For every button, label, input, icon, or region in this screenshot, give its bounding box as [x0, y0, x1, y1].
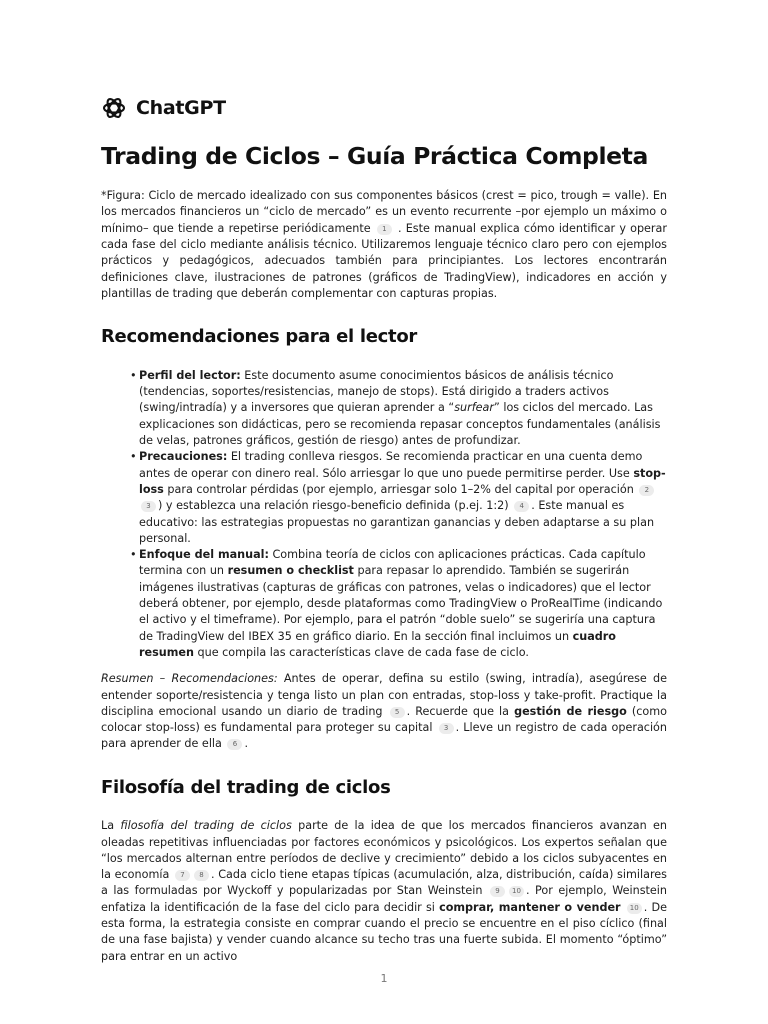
summary-text: . Recuerde que la	[406, 704, 515, 718]
bold-label: Perfil del lector:	[139, 368, 241, 382]
page-number: 1	[380, 972, 388, 985]
item-text: para controlar pérdidas (por ejemplo, arriesgar solo 1–2% del capital por operación	[163, 482, 634, 496]
citation-badge[interactable]: 9	[490, 886, 505, 897]
citation-badge[interactable]: 1	[377, 224, 392, 235]
item-text: ) y establezca una relación riesgo-beneficio definida (p.ej. 1:2)	[158, 499, 509, 513]
citation-badge[interactable]: 8	[194, 870, 209, 881]
summary-text: . Lleve un registro de cada operación para aprender de ella	[101, 721, 667, 751]
italic-text: surfear	[454, 401, 494, 415]
para-text: . De esta forma, la estrategia consiste en comprar cuando el precio se encuentre en el piso cíclico (final de una fase bajista) y vender cuando alcance su techo tras una fuerte subida. El momento “óptimo” para entrar en un activo	[101, 900, 667, 963]
summary-text: Antes de operar, defina su estilo (swing, intradía), asegúrese de entender soporte/resistencia y tenga listo un plan con entradas, stop-loss y take-profit. Practique la disciplina emocional usando un diario de trading	[101, 672, 667, 718]
intro-paragraph	[101, 188, 667, 302]
item-text: para repasar lo aprendido. También se sugerirán imágenes ilustrativas (capturas de gráficas con patrones, velas o indicadores) que el lector deberá obtener, por ejemplo, desde plataformas como TradingView o ProRealTime (indicando el activo y el timeframe). Por ejemplo, para el patrón “doble suelo” se sugeriría una captura de TradingView del IBEX 35 en gráfico diario. En la sección final incluimos un	[139, 564, 663, 643]
summary-text: .	[244, 737, 249, 751]
bold-label: Enfoque del manual:	[139, 548, 269, 562]
item-text: . Este manual es educativo: las estrategias propuestas no garantizan ganancias y deben adaptarse a su plan personal.	[139, 499, 655, 545]
summary-paragraph	[101, 671, 667, 752]
bold-text: cuadro resumen	[139, 629, 616, 659]
brand-header	[101, 94, 667, 122]
bold-text: resumen o checklist	[227, 564, 354, 578]
section-heading-recomendaciones: Recomendaciones para el lector	[101, 326, 417, 348]
bold-text: comprar, mantener o vender	[439, 900, 621, 914]
citation-badge[interactable]: 6	[227, 739, 242, 750]
list-item-perfil	[139, 368, 667, 449]
document-title: Trading de Ciclos – Guía Práctica Completa	[101, 142, 648, 170]
citation-badge[interactable]: 3	[439, 723, 454, 734]
para-text: parte de la idea de que los mercados financieros avanzan en oleadas repetitivas influenciadas por factores económicos y psicológicos. Los expertos señalan que “los mercados alternan entre períodos de declive y crecimiento” debido a los ciclos subyacentes en la economía	[101, 819, 667, 882]
citation-badge[interactable]: 2	[639, 485, 654, 496]
para-text: . Por ejemplo, Weinstein enfatiza la identificación de la fase del ciclo para decidir si	[101, 884, 668, 914]
intro-text-2: . Este manual explica cómo identificar y operar cada fase del ciclo mediante análisis técnico. Utilizaremos lenguaje técnico claro pero con ejemplos prácticos y pedagógicos, adecuados también para principiantes. Los lectores encontrarán definiciones clave, ilustraciones de patrones (gráficos de TradingView), indicadores en acción y plantillas de trading que deberán complementar con capturas propias.	[101, 221, 667, 300]
item-text: Este documento asume conocimientos básicos de análisis técnico (tendencias, soportes/resistencias, manejo de stops). Está dirigido a traders activos (swing/intradía) y a inversores que quieran aprender a “	[139, 368, 614, 415]
recommendations-list	[101, 368, 667, 661]
italic-text: filosofía del trading de ciclos	[120, 819, 292, 833]
citation-badge[interactable]: 10	[627, 903, 642, 914]
bold-text: gestión de riesgo	[514, 704, 627, 718]
citation-badge[interactable]: 4	[514, 501, 529, 512]
bold-label: Precauciones:	[139, 450, 228, 464]
bold-text: stop-loss	[139, 466, 666, 496]
citation-badge[interactable]: 7	[175, 870, 190, 881]
citation-badge[interactable]: 10	[509, 886, 524, 897]
brand-name: ChatGPT	[136, 97, 226, 119]
citation-badge[interactable]: 3	[141, 501, 156, 512]
section-heading-filosofia: Filosofía del trading de ciclos	[101, 776, 391, 798]
item-text: que compila las características clave de cada fase de ciclo.	[193, 645, 529, 659]
filosofia-paragraph	[101, 818, 667, 965]
item-text: Combina teoría de ciclos con aplicaciones prácticas. Cada capítulo termina con un	[139, 548, 646, 578]
italic-label: Resumen – Recomendaciones:	[101, 672, 278, 686]
list-item-precauciones	[139, 449, 667, 547]
para-text: La	[101, 819, 121, 833]
intro-text-1: *Figura: Ciclo de mercado idealizado con sus componentes básicos (crest = pico, trough = valle). En los mercados financieros un “ciclo de mercado” es un evento recurrente –por ejemplo un máximo o mínimo– que tiende a repetirse periódicamente	[101, 189, 667, 235]
summary-text: (como colocar stop-loss) es fundamental para proteger su capital	[101, 704, 667, 735]
list-item-enfoque	[139, 547, 667, 661]
openai-logo-icon	[101, 95, 127, 121]
document-page	[101, 94, 667, 965]
para-text: . Cada ciclo tiene etapas típicas (acumulación, alza, distribución, caída) similares a las formuladas por Wyckoff y popularizadas por Stan Weinstein	[101, 868, 668, 898]
item-text: El trading conlleva riesgos. Se recomienda practicar en una cuenta demo antes de operar con dinero real. Sólo arriesgar lo que uno puede permitirse perder. Use	[139, 450, 643, 480]
citation-badge[interactable]: 5	[390, 707, 405, 718]
item-text: ” los ciclos del mercado. Las explicaciones son didácticas, pero se recomienda repasar conceptos fundamentales (análisis de velas, patrones gráficos, gestión de riesgo) antes de profundizar.	[139, 401, 661, 448]
